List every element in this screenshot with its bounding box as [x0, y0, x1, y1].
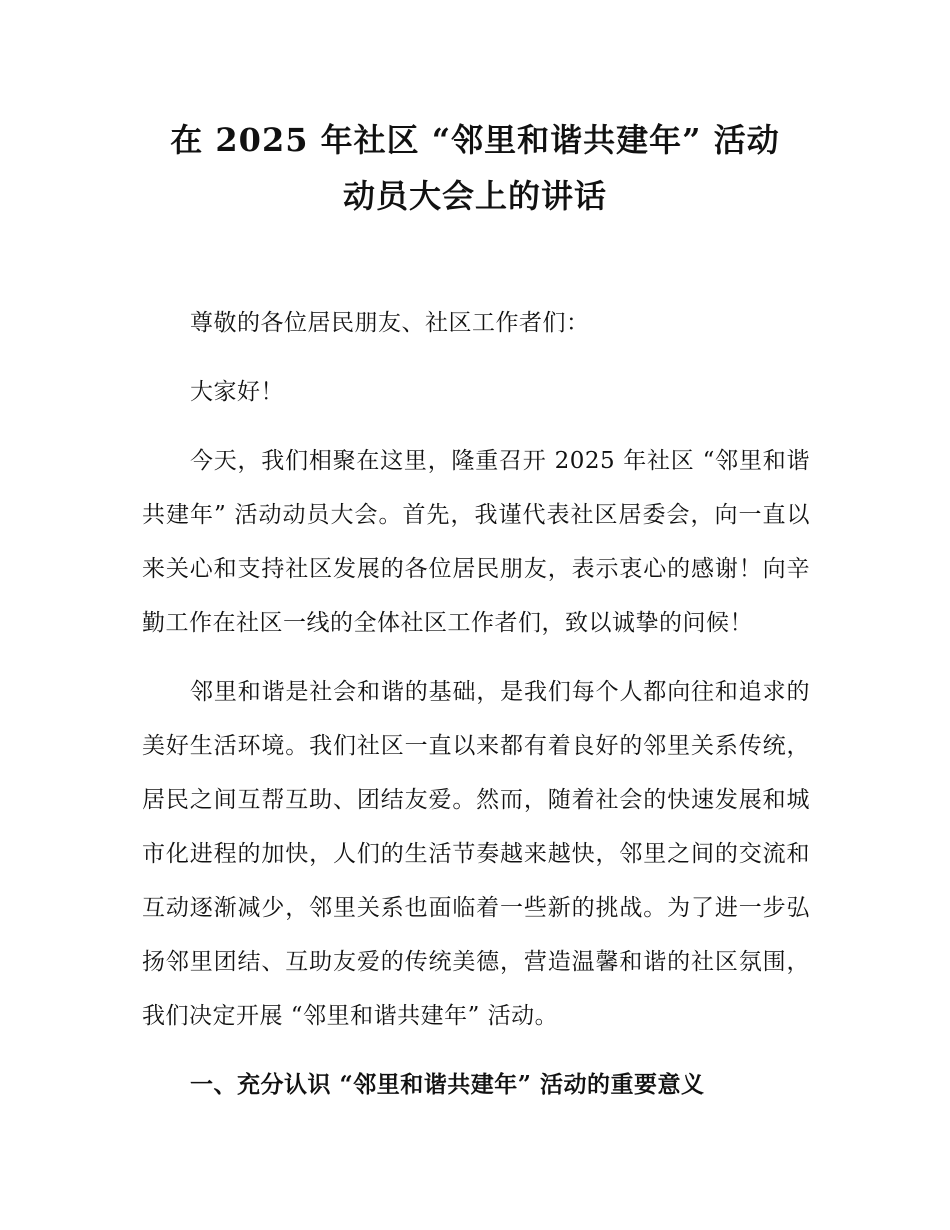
section-heading-1: 一、充分认识 “邻里和谐共建年” 活动的重要意义: [190, 1071, 705, 1098]
greeting: 大家好！: [190, 379, 284, 405]
title-line-2: 动员大会上的讲话: [342, 177, 607, 215]
speech-title: [120, 112, 830, 224]
title-line-1: 在 2025 年社区 “邻里和谐共建年” 活动: [170, 121, 780, 159]
paragraph-opening: 今天，我们相聚在这里，隆重召开 2025 年社区 “邻里和谐共建年” 活动动员大会。首先，我谨代表社区居委会，向一直以来关心和支持社区发展的各位居民朋友，表示衷心的感谢！向辛勤工作在社区一线的全体社区工作者们，致以诚挚的问候！: [142, 448, 810, 636]
speech-body: [142, 296, 810, 1112]
salutation: 尊敬的各位居民朋友、社区工作者们：: [190, 310, 590, 336]
paragraph-background: 邻里和谐是社会和谐的基础，是我们每个人都向往和追求的美好生活环境。我们社区一直以来都有着良好的邻里关系传统，居民之间互帮互助、团结友爱。然而，随着社会的快速发展和城市化进程的加快，人们的生活节奏越来越快，邻里之间的交流和互动逐渐减少，邻里关系也面临着一些新的挑战。为了进一步弘扬邻里团结、互助友爱的传统美德，营造温馨和谐的社区氛围，我们决定开展 “邻里和谐共建年” 活动。: [142, 679, 810, 1029]
